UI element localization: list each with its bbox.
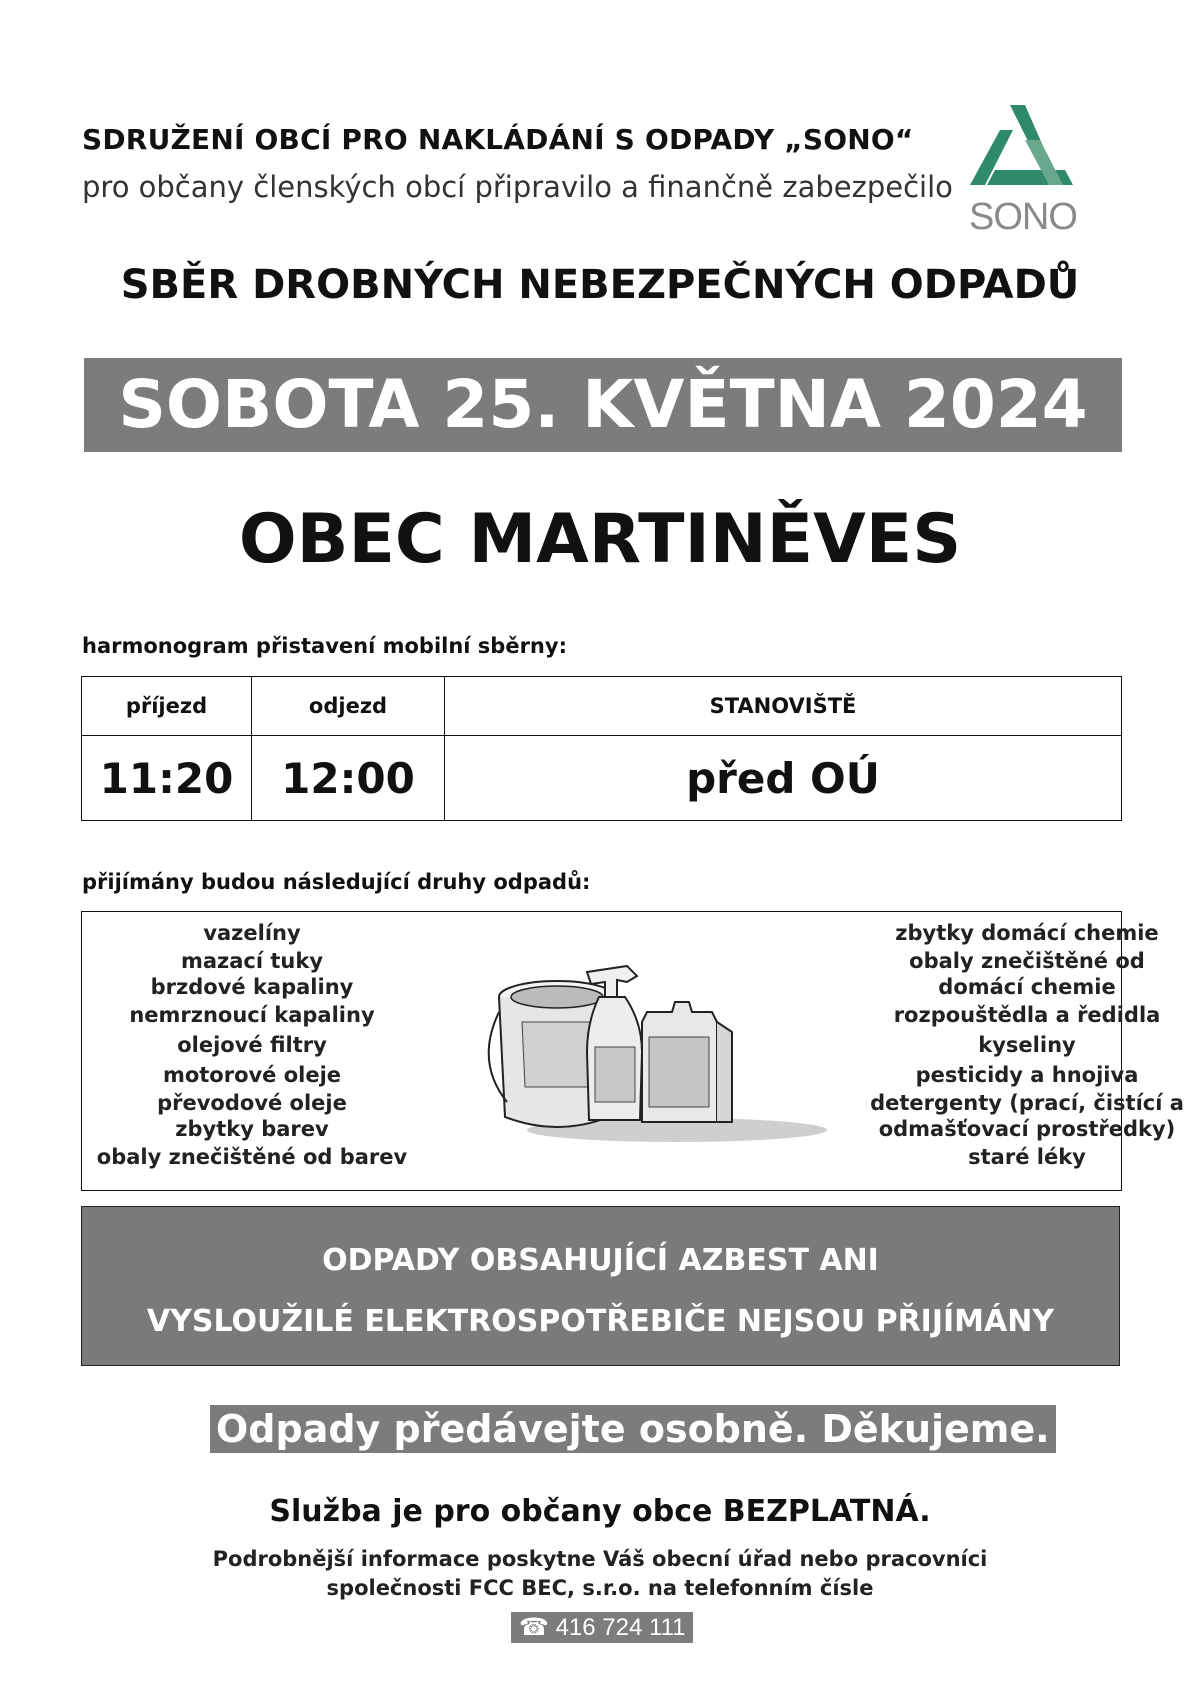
warning-box <box>81 1206 1120 1366</box>
contact-info-line-2: společnosti FCC BEC, s.r.o. na telefonním čísle <box>326 1576 874 1600</box>
warning-line-2: VYSLOUŽILÉ ELEKTROSPOTŘEBIČE NEJSOU PŘIJÍMÁNY <box>146 1304 1055 1339</box>
phone-number: 416 724 111 <box>555 1614 686 1641</box>
sono-logo-mark-icon <box>965 100 1085 200</box>
list-item: detergenty (prací, čistící a <box>870 1091 1184 1115</box>
date-banner: SOBOTA 25. KVĚTNA 2024 <box>84 358 1122 452</box>
list-item: zbytky barev <box>175 1117 329 1141</box>
list-item: obaly znečištěné od <box>909 949 1145 973</box>
list-item: brzdové kapaliny <box>150 975 354 999</box>
waste-list-left <box>82 918 422 1172</box>
waste-list-right <box>842 918 1200 1172</box>
organization-subtitle: pro občany členských obcí připravilo a finančně zabezpečilo <box>82 170 953 204</box>
list-item: odmašťovací prostředky) <box>878 1117 1176 1141</box>
list-item: rozpouštědla a ředidla <box>893 1003 1161 1027</box>
waste-types-box <box>81 911 1184 1191</box>
list-item: nemrznoucí kapaliny <box>129 1003 375 1027</box>
municipality-title: OBEC MARTINĚVES <box>238 500 962 579</box>
departure-header: odjezd <box>252 677 445 736</box>
warning-line-1: ODPADY OBSAHUJÍCÍ AZBEST ANI <box>322 1243 879 1278</box>
headline: SBĚR DROBNÝCH NEBEZPEČNÝCH ODPADŮ <box>120 262 1080 308</box>
phone-number-badge <box>511 1612 693 1643</box>
list-item: vazelíny <box>203 921 301 945</box>
list-item: staré léky <box>968 1145 1086 1169</box>
list-item: obaly znečištěné od barev <box>96 1145 408 1169</box>
schedule-label: harmonogram přistavení mobilní sběrny: <box>82 634 567 658</box>
list-item: pesticidy a hnojiva <box>915 1063 1139 1087</box>
list-item: převodové oleje <box>157 1091 347 1115</box>
arrival-time: 11:20 <box>82 736 252 821</box>
location-header: STANOVIŠTĚ <box>445 677 1122 736</box>
phone-icon: ☎ <box>519 1614 549 1641</box>
handover-notice: Odpady předávejte osobně. Děkujeme. <box>210 1405 1056 1453</box>
logo-text: SONO <box>969 196 1077 238</box>
list-item: domácí chemie <box>938 975 1116 999</box>
schedule-row <box>82 736 1122 821</box>
contact-info-line-1: Podrobnější informace poskytne Váš obecní úřad nebo pracovníci <box>212 1547 988 1571</box>
list-item: motorové oleje <box>162 1063 342 1087</box>
contact-info <box>0 1545 1200 1603</box>
list-item: kyseliny <box>978 1033 1076 1057</box>
chemical-containers-icon <box>477 952 837 1152</box>
waste-types-label: přijímány budou následující druhy odpadů: <box>82 870 591 894</box>
departure-time: 12:00 <box>252 736 445 821</box>
arrival-header: příjezd <box>82 677 252 736</box>
list-item: olejové filtry <box>177 1033 327 1057</box>
schedule-table <box>81 676 1122 821</box>
free-service-notice: Služba je pro občany obce BEZPLATNÁ. <box>269 1494 931 1529</box>
sono-logo <box>965 100 1085 240</box>
list-item: mazací tuky <box>180 949 324 973</box>
schedule-header-row <box>82 677 1122 736</box>
organization-name: SDRUŽENÍ OBCÍ PRO NAKLÁDÁNÍ S ODPADY „SONO“ <box>82 123 914 156</box>
list-item: zbytky domácí chemie <box>895 921 1159 945</box>
location-value: před OÚ <box>445 736 1122 821</box>
